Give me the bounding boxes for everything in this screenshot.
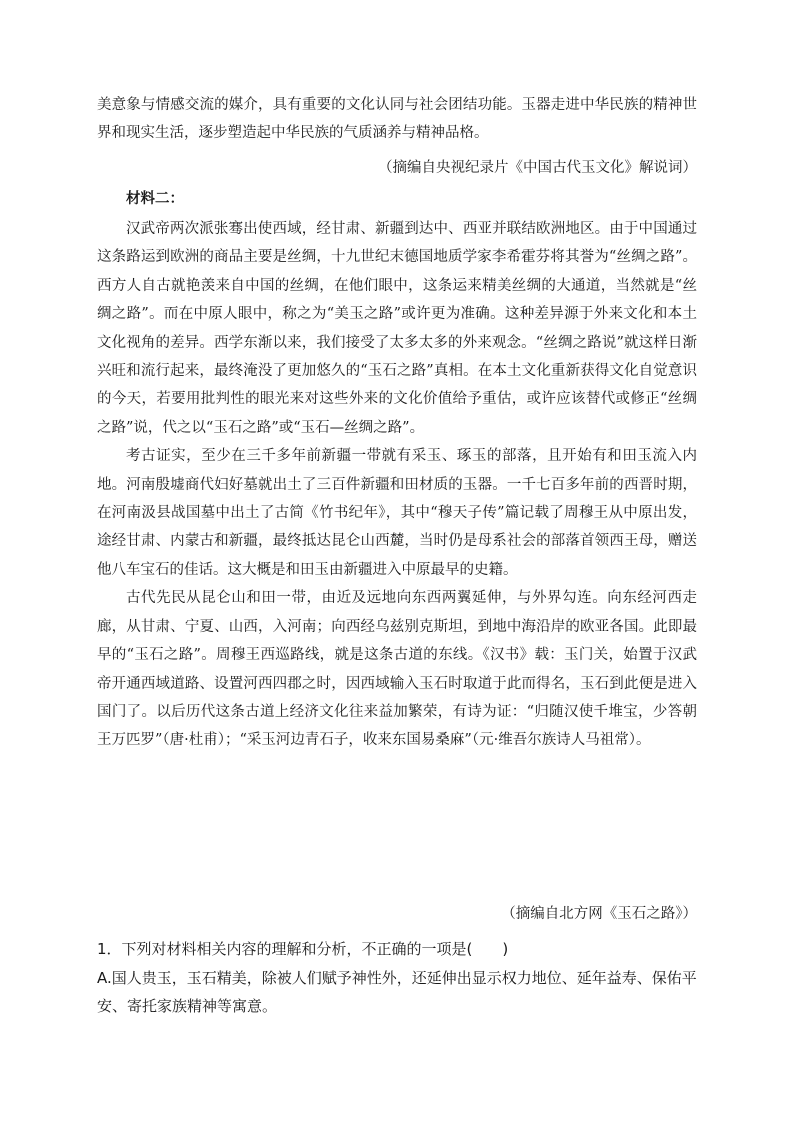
material-two-heading: 材料二： xyxy=(126,190,184,207)
material-two-body xyxy=(97,215,697,755)
material-two-paragraph-1: 汉武帝两次派张骞出使西域，经甘肃、新疆到达中、西亚并联结欧洲地区。由于中国通过这条路运到欧洲的商品主要是丝绸，十九世纪末德国地质学家李希霍芬将其誉为“丝绸之路”。西方人自古就艳羡来自中国的丝绸，在他们眼中，这条运来精美丝绸的大通道，当然就是“丝绸之路”。而在中原人眼中，称之为“美玉之路”或许更为准确。这种差异源于外来文化和本土文化视角的差异。西学东渐以来，我们接受了太多太多的外来观念。“丝绸之路说”就这样日渐兴旺和流行起来，最终淹没了更加悠久的“玉石之路”真相。在本土文化重新获得文化自觉意识的今天，若要用批判性的眼光来对这些外来的文化价值给予重估，或许应该替代或修正“丝绸之路”说，代之以“玉石之路”或“玉石—丝绸之路”。 xyxy=(97,221,697,436)
material-one-paragraph: 美意象与情感交流的媒介，具有重要的文化认同与社会团结功能。玉器走进中华民族的精神世界和现实生活，逐步塑造起中华民族的气质涵养与精神品格。 xyxy=(97,97,697,142)
material-one-tail xyxy=(97,91,697,148)
question-stem: 1．下列对材料相关内容的理解和分析，不正确的一项是( ) xyxy=(97,940,509,958)
option-a: A.国人贵玉，玉石精美，除被人们赋予神性外，还延伸出显示权力地位、延年益寿、保佑平安、寄托家族精神等寓意。 xyxy=(97,968,697,1015)
material-two-paragraph-3: 古代先民从昆仑山和田一带，由近及远地向东西两翼延伸，与外界勾连。向东经河西走廊，从甘肃、宁夏、山西，入河南；向西经乌兹别克斯坦，到地中海沿岸的欧亚各国。此即最早的“玉石之路”。周穆王西巡路线，就是这条古道的东线。《汉书》载：玉门关，始置于汉武帝开通西域道路、设置河西四郡之时，因西域输入玉石时取道于此而得名，玉石到此便是进入国门了。以后历代这条古道上经济文化往来益加繁荣，有诗为证：“归随汉使千堆宝，少答朝王万匹罗”（唐·杜甫）；“采玉河边青石子，收来东国易桑麻”（元·维吾尔族诗人马祖常）。 xyxy=(97,590,697,749)
source-citation-two: （摘编自北方网《玉石之路》） xyxy=(501,906,697,922)
question-block xyxy=(97,935,697,1021)
material-two-heading-wrap xyxy=(97,185,697,213)
source-citation-one: （摘编自央视纪录片《中国古代玉文化》解说词） xyxy=(378,160,697,176)
material-two-paragraph-2: 考古证实，至少在三千多年前新疆一带就有采玉、琢玉的部落，且开始有和田玉流入内地。河南殷墟商代妇好墓就出土了三百件新疆和田材质的玉器。一千七百多年前的西晋时期，在河南汲县战国墓中出土了古简《竹书纪年》，其中“穆天子传”篇记载了周穆王从中原出发，途经甘肃、内蒙古和新疆，最终抵达昆仑山西麓，当时仍是母系社会的部落首领西王母，赠送他八车宝石的佳话。这大概是和田玉由新疆进入中原最早的史籍。 xyxy=(97,448,697,578)
